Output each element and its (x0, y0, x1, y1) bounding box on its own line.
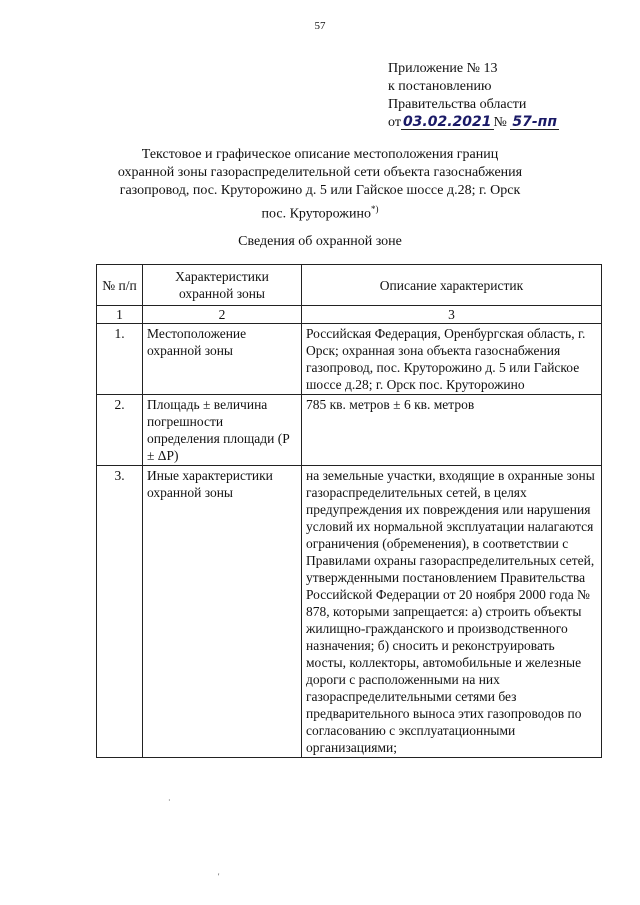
protection-zone-table (96, 264, 602, 758)
appendix-header (388, 60, 559, 132)
title-line-3: газопровод, пос. Круторожино д. 5 или Гайское шоссе д.28; г. Орск (119, 183, 521, 198)
index-cell-2: 2 (143, 306, 302, 324)
title-line-2: охранной зоны газораспределительной сети объекта газоснабжения (117, 165, 523, 180)
header-number: № п/п (97, 265, 143, 306)
title-line-4-text: пос. Круторожино (261, 206, 371, 222)
header-description: Описание характеристик (302, 265, 602, 306)
table-header-row (97, 265, 602, 306)
table-index-row (97, 306, 602, 324)
appendix-line-1: Приложение № 13 (388, 61, 498, 76)
title-line-1: Текстовое и графическое описание местоположения границ (141, 147, 499, 162)
row-description: на земельные участки, входящие в охранные зоны газораспределительных сетей, в целях предупреждения их повреждения или нарушения условий их нормальной эксплуатации налагаются ограничения (обременения), в соответствии с Правилами охраны газораспределительных сетей, утвержденными постановлением Правительства Российской Федерации от 20 ноября 2000 года № 878, которыми запрещается: а) строить объекты жилищно-гражданского и производственного назначения; б) сносить и реконструировать мосты, коллекторы, автомобильные и железные дороги с расположенными на них газораспределительными сетями без предварительного выноса этих газопроводов по согласованию с эксплуатационными организациями; (302, 466, 602, 758)
row-number: 3. (97, 466, 143, 758)
page-number: 57 (314, 20, 326, 32)
table-row (97, 395, 602, 466)
row-characteristic: Местоположение охранной зоны (143, 324, 302, 395)
scan-speck: ' (218, 872, 220, 881)
header-characteristics: Характеристики охранной зоны (143, 265, 302, 306)
table-row (97, 466, 602, 758)
appendix-line-3: Правительства области (388, 97, 527, 112)
appendix-date-prefix: от (388, 115, 401, 130)
document-title (0, 146, 640, 224)
handwritten-date: 03.02.2021 (402, 114, 492, 130)
row-description: Российская Федерация, Оренбургская область, г. Орск; охранная зона объекта газоснабжения газопровод, пос. Круторожино д. 5 или Гайское шоссе д.28; г. Орск пос. Круторожино (302, 324, 602, 395)
section-subtitle: Сведения об охранной зоне (238, 234, 402, 249)
index-cell-3: 3 (302, 306, 602, 324)
row-characteristic: Иные характеристики охранной зоны (143, 466, 302, 758)
appendix-number-label: № (493, 115, 507, 130)
table-row (97, 324, 602, 395)
row-number: 2. (97, 395, 143, 466)
row-description: 785 кв. метров ± 6 кв. метров (302, 395, 602, 466)
row-characteristic: Площадь ± величина погрешности определения площади (Р ± ΔР) (143, 395, 302, 466)
scan-speck: · (168, 796, 171, 805)
index-cell-1: 1 (97, 306, 143, 324)
handwritten-number: 57-пп (512, 114, 558, 130)
appendix-line-2: к постановлению (388, 79, 492, 94)
title-line-4 (0, 200, 640, 224)
appendix-line-4 (388, 114, 559, 132)
footnote-mark: *) (370, 204, 379, 214)
row-number: 1. (97, 324, 143, 395)
